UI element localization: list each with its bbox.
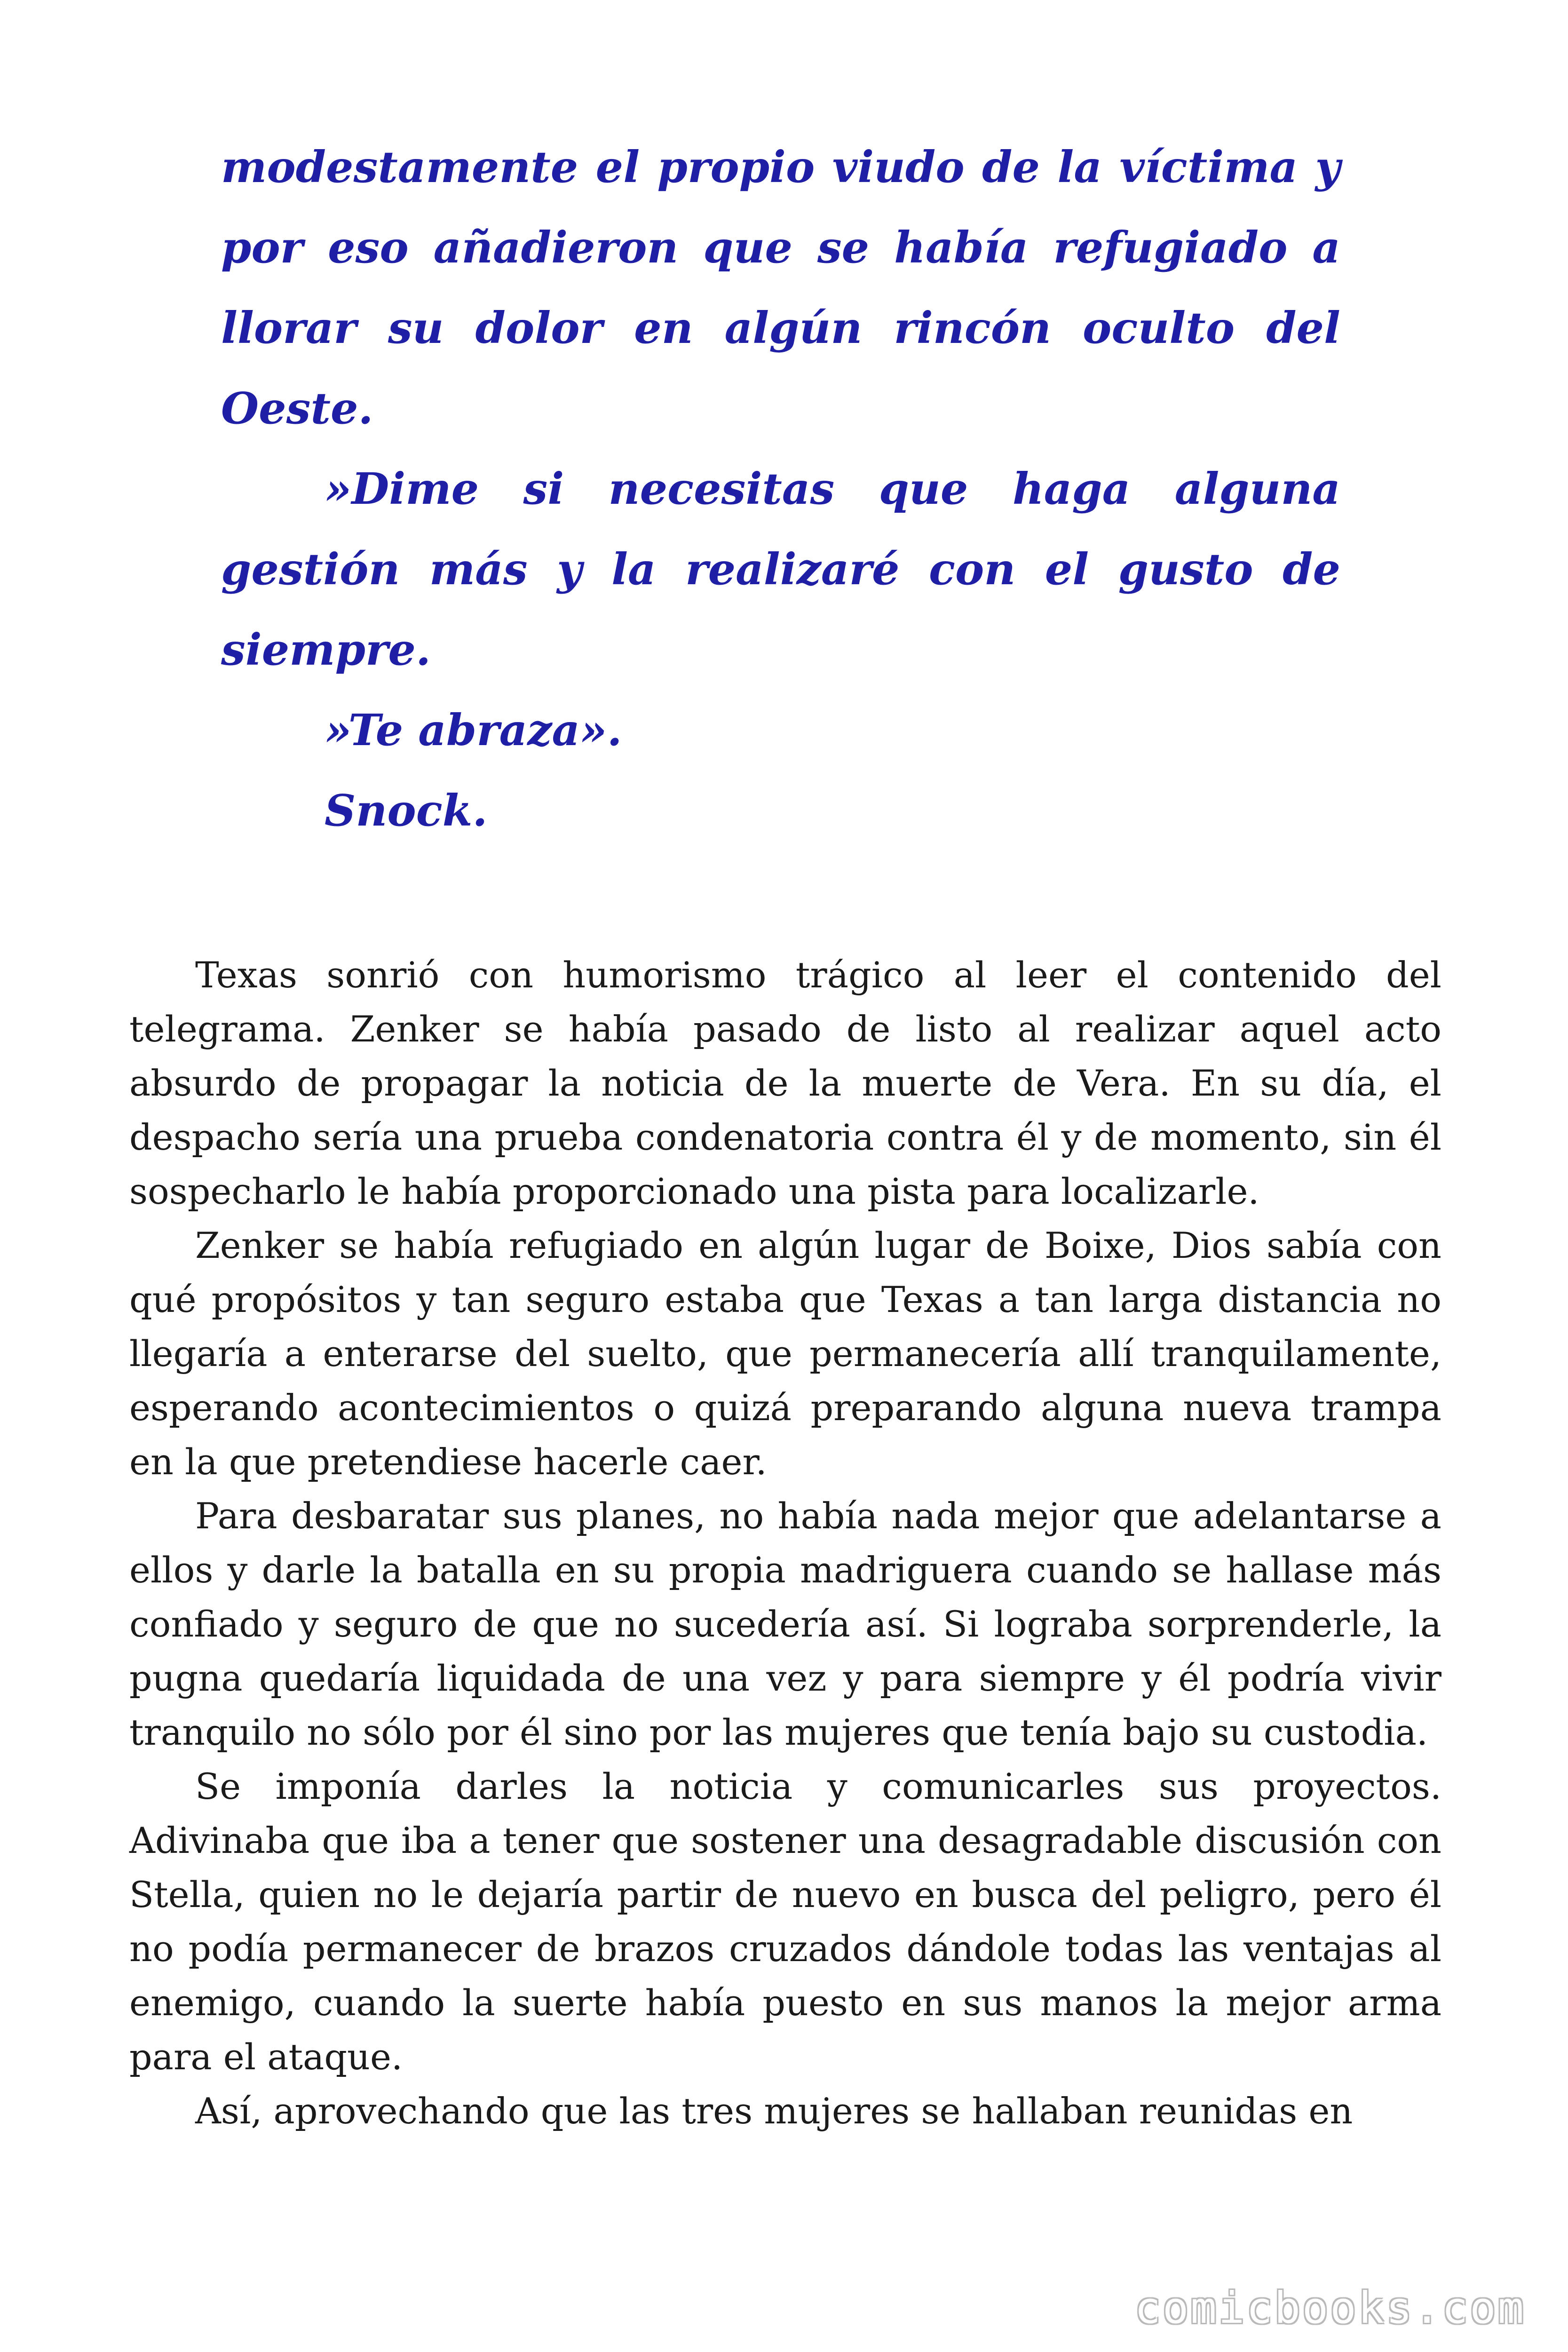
letter-signature: Snock.	[325, 785, 488, 836]
body-text	[129, 948, 1441, 2138]
letter-paragraph: »Dime si necesitas que haga alguna gestión más y la realizaré con el gusto de siempre.	[221, 463, 1340, 675]
letter-paragraph: modestamente el propio viudo de la víctima y por eso añadieron que se había refugiado a llorar su dolor en algún rincón oculto del Oeste.	[221, 142, 1340, 434]
telegram-letter	[221, 127, 1340, 851]
body-paragraph: Texas sonrió con humorismo trágico al leer el contenido del telegrama. Zenker se había pasado de listo al realizar aquel acto absurdo de propagar la noticia de la muerte de Vera. En su día, el despacho sería una prueba condenatoria contra él y de momento, sin él sospecharlo le había proporcionado una pista para localizarle.	[129, 954, 1441, 1212]
body-paragraph: Para desbaratar sus planes, no había nada mejor que adelantarse a ellos y darle la batalla en su propia madriguera cuando se hallase más confiado y seguro de que no sucedería así. Si lograba sorprenderle, la pugna quedaría liquidada de una vez y para siempre y él podría vivir tranquilo no sólo por él sino por las mujeres que tenía bajo su custodia.	[129, 1495, 1441, 1753]
body-paragraph: Así, aprovechando que las tres mujeres se hallaban reunidas en	[195, 2090, 1353, 2132]
body-paragraph: Zenker se había refugiado en algún lugar de Boixe, Dios sabía con qué propósitos y tan seguro estaba que Texas a tan larga distancia no llegaría a enterarse del suelto, que permanecería allí tranquilamente, esperando acontecimientos o quizá preparando alguna nueva trampa en la que pretendiese hacerle caer.	[129, 1224, 1441, 1483]
body-paragraph: Se imponía darles la noticia y comunicarles sus proyectos. Adivinaba que iba a tener que sostener una desagradable discusión con Stella, quien no le dejaría partir de nuevo en busca del peligro, pero él no podía permanecer de brazos cruzados dándole todas las ventajas al enemigo, cuando la suerte había puesto en sus manos la mejor arma para el ataque.	[129, 1765, 1441, 2078]
watermark: comicbooks.com	[1134, 2283, 1526, 2333]
letter-closing: »Te abraza».	[325, 705, 622, 755]
